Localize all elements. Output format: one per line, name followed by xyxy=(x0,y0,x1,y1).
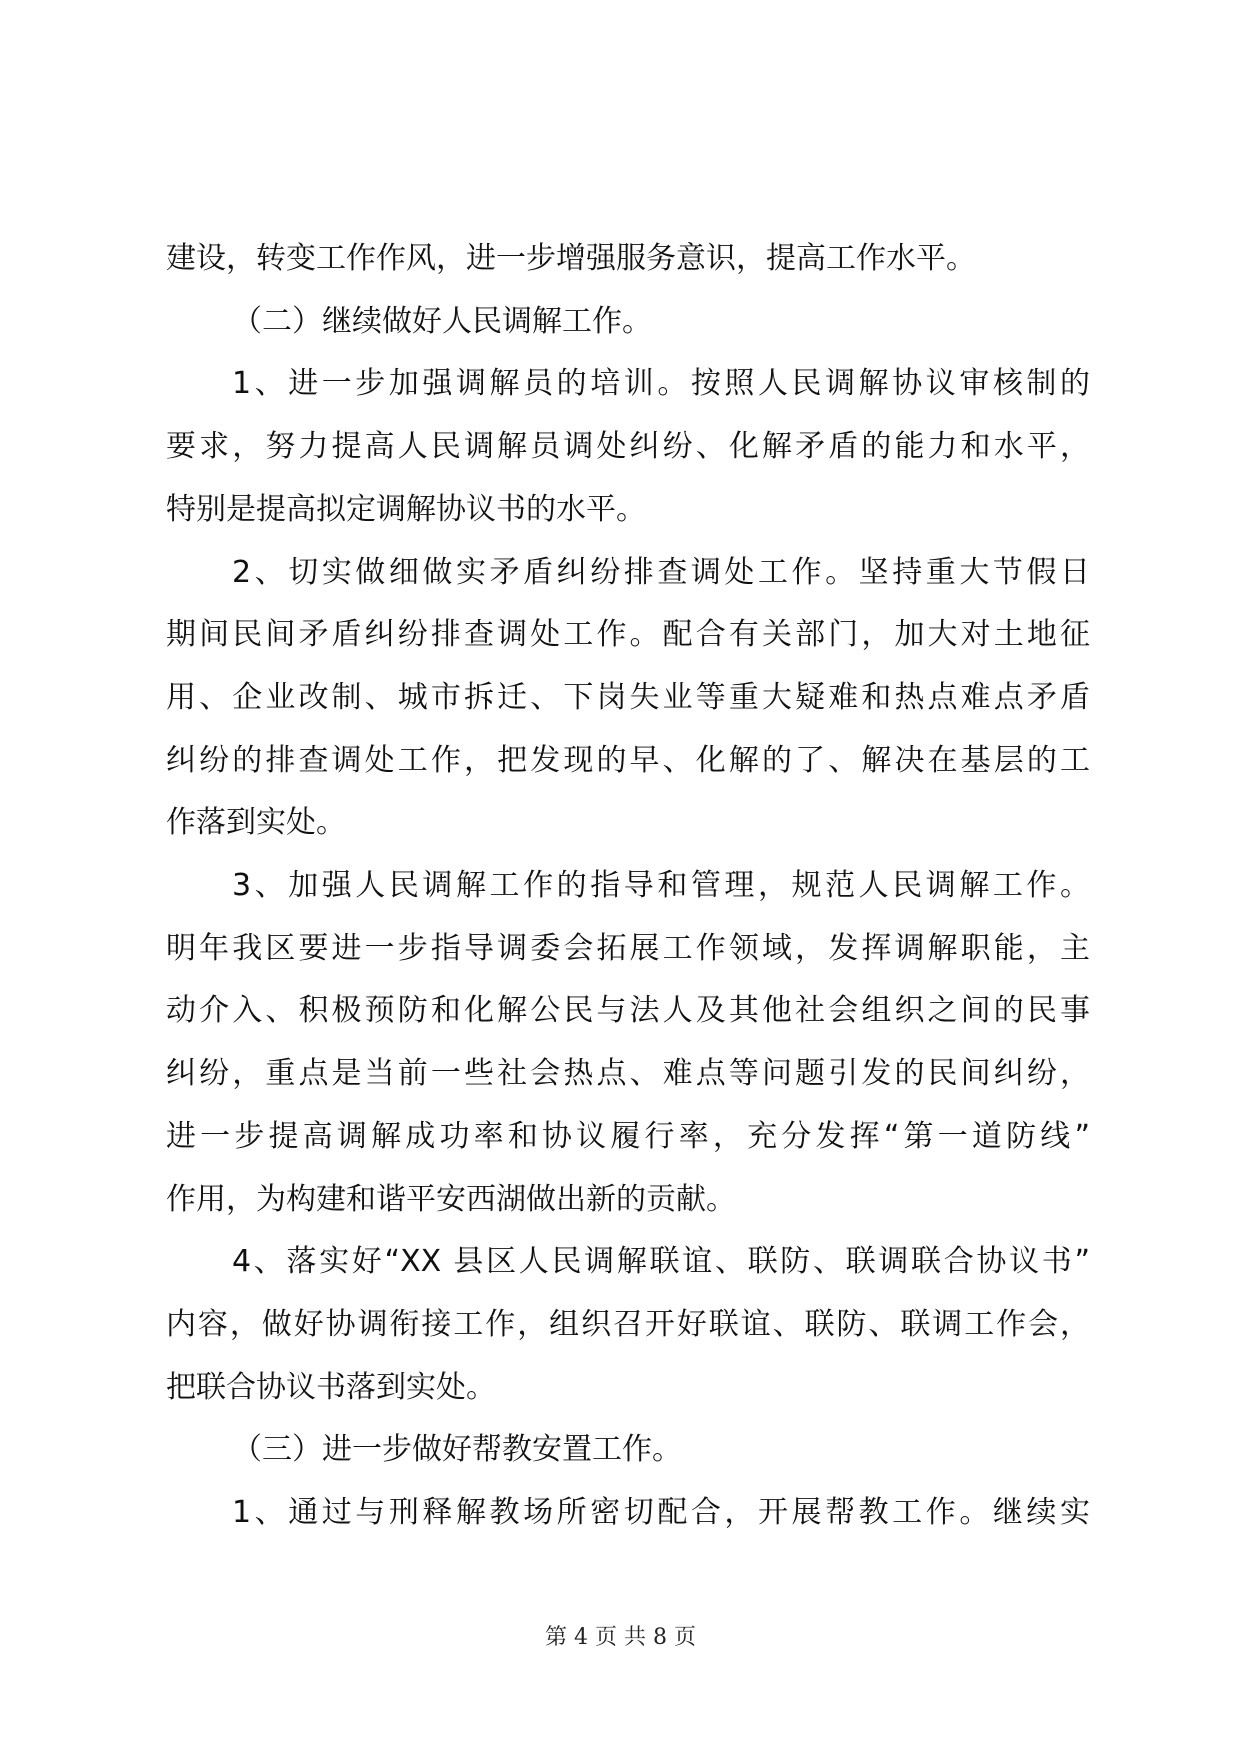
text-line: 用、企业改制、城市拆迁、下岗失业等重大疑难和热点难点矛盾 xyxy=(166,679,1090,715)
text-line: 动介入、积极预防和化解公民与法人及其他社会组织之间的民事 xyxy=(166,993,1090,1029)
text-line: 作落到实处。 xyxy=(166,805,346,841)
text-line: 3、加强人民调解工作的指导和管理，规范人民调解工作。 xyxy=(232,868,1090,903)
text-line: 把联合协议书落到实处。 xyxy=(166,1369,496,1405)
text-line: （二）继续做好人民调解工作。 xyxy=(232,303,652,339)
text-line: 纠纷，重点是当前一些社会热点、难点等问题引发的民间纠纷， xyxy=(166,1056,1090,1092)
text-line: 纠纷的排查调处工作，把发现的早、化解的了、解决在基层的工 xyxy=(166,742,1090,778)
text-line: 内容，做好协调衔接工作，组织召开好联谊、联防、联调工作会， xyxy=(166,1306,1090,1342)
text-line: 4、落实好“XX 县区人民调解联谊、联防、联调联合协议书” xyxy=(232,1244,1090,1280)
text-line: 作用，为构建和谐平安西湖做出新的贡献。 xyxy=(166,1181,736,1217)
text-line: 明年我区要进一步指导调委会拓展工作领域，发挥调解职能，主 xyxy=(166,930,1090,966)
text-line: 2、切实做细做实矛盾纠纷排查调处工作。坚持重大节假日 xyxy=(232,554,1090,590)
text-line: 要求，努力提高人民调解员调处纠纷、化解矛盾的能力和水平， xyxy=(166,429,1090,465)
text-line: 进一步提高调解成功率和协议履行率，充分发挥“第一道防线” xyxy=(166,1118,1090,1154)
text-line: 1、通过与刑释解教场所密切配合，开展帮教工作。继续实 xyxy=(232,1495,1090,1530)
text-line: 特别是提高拟定调解协议书的水平。 xyxy=(166,491,646,527)
text-line: 期间民间矛盾纠纷排查调处工作。配合有关部门，加大对土地征 xyxy=(166,617,1090,653)
text-line: 建设，转变工作作风，进一步增强服务意识，提高工作水平。 xyxy=(166,241,976,276)
text-line: （三）进一步做好帮教安置工作。 xyxy=(232,1432,682,1468)
text-line: 1、进一步加强调解员的培训。按照人民调解协议审核制的 xyxy=(232,366,1090,402)
page-footer: 第 4 页 共 8 页 xyxy=(545,1625,696,1650)
